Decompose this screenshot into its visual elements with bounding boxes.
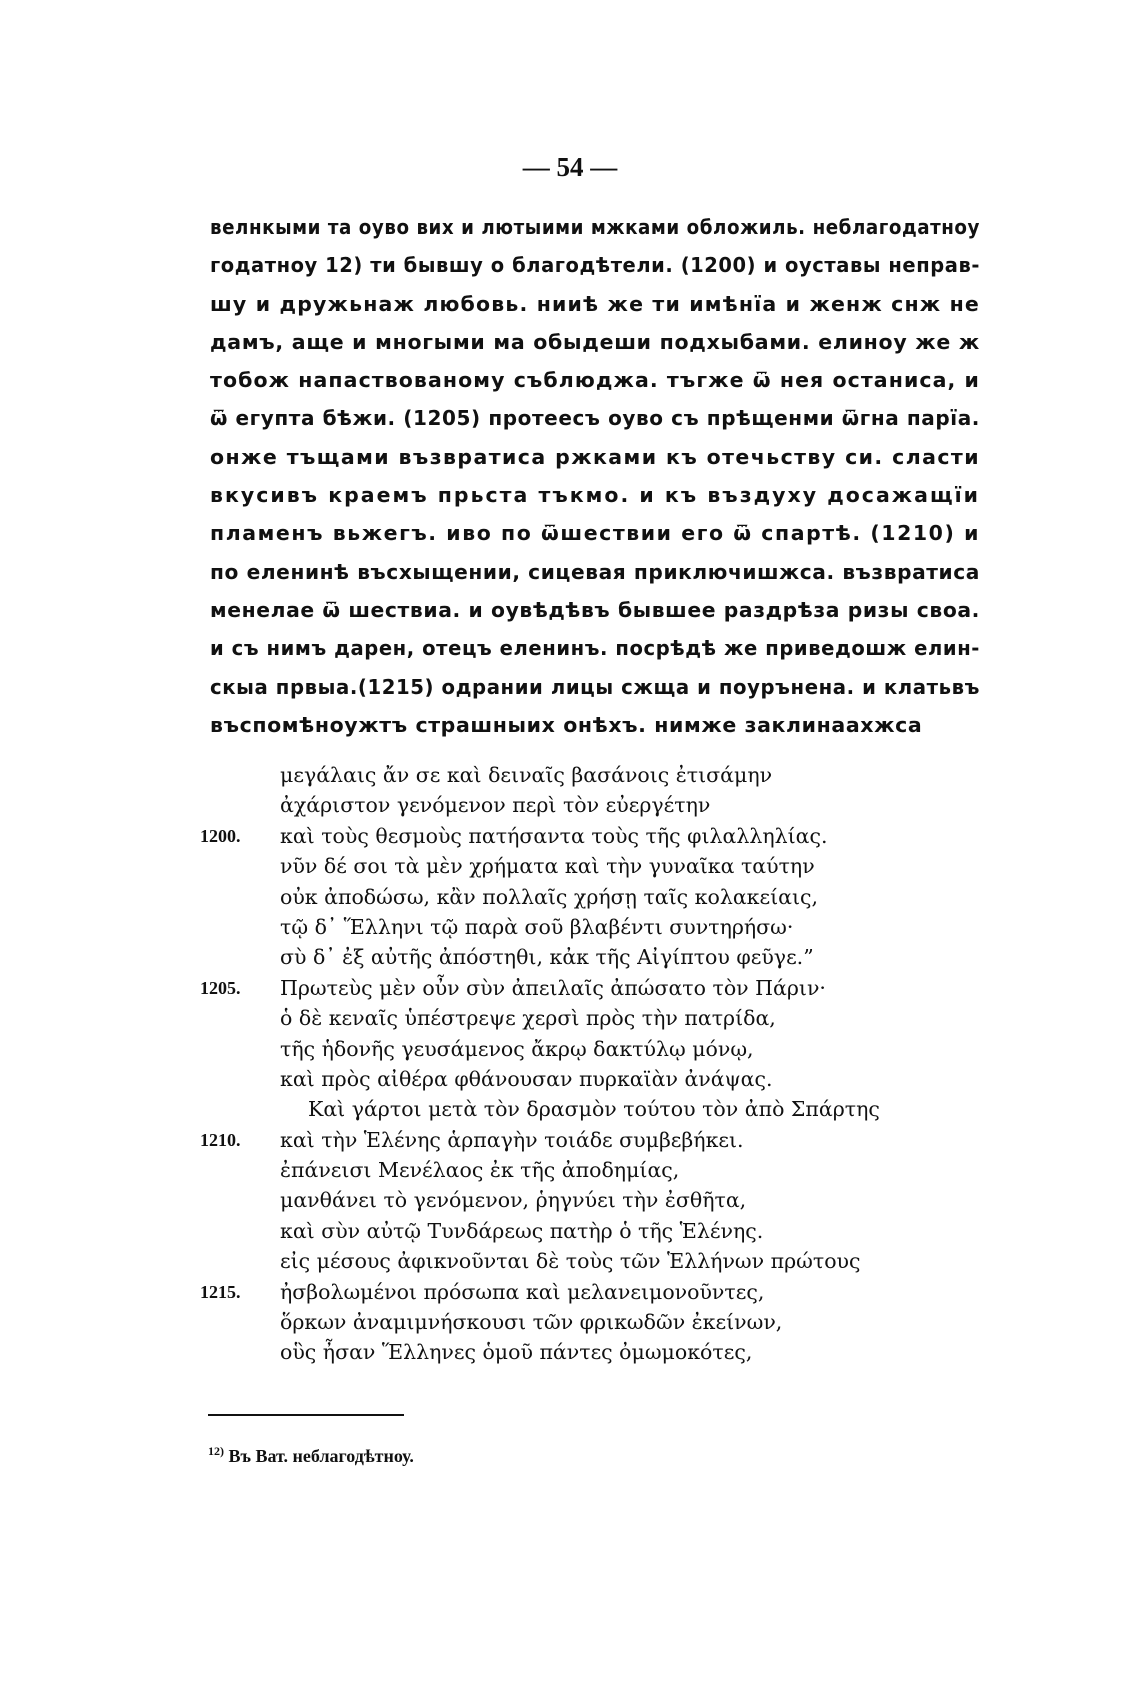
slavonic-line xyxy=(210,668,980,706)
verse-line xyxy=(200,1125,1000,1155)
slavonic-line-text: въспомѣноужтъ страшныих онѣхъ. нимже заклинаахжса xyxy=(210,712,923,737)
verse-number: 1215. xyxy=(200,1281,241,1302)
verse-line xyxy=(200,1094,1000,1124)
slavonic-line xyxy=(210,361,980,399)
verse-line xyxy=(200,1064,1000,1094)
verse-number: 1200. xyxy=(200,825,241,846)
slavonic-prose-block xyxy=(210,208,980,744)
slavonic-line xyxy=(210,438,980,476)
slavonic-line xyxy=(210,706,980,744)
verse-text: μεγάλαις ἄν σε καὶ δειναῖς βασάνοις ἐτισάμην xyxy=(280,763,773,787)
verse-line xyxy=(200,851,1000,881)
slavonic-line-text: менелае ѿ шествиа. и оувѣдѣвъ бывшее раздрѣза ризы своа. xyxy=(210,597,980,622)
verse-text: ἐπάνεισι Μενέλαος ἐκ τῆς ἀποδημίας, xyxy=(280,1158,680,1183)
verse-line xyxy=(200,1216,1000,1246)
verse-number: 1205. xyxy=(200,977,241,998)
slavonic-line-text: по еленинѣ въсхыщении, сицевая приключишжса. възвратиса xyxy=(210,559,980,584)
footnote-rule xyxy=(208,1414,404,1416)
slavonic-line-text: вкусивъ краемъ прьста тъкмо. и къ въздуху досажащїи xyxy=(210,483,980,508)
verse-text: τῆς ἡδονῆς γευσάμενος ἄκρῳ δακτύλῳ μόνῳ, xyxy=(280,1036,754,1061)
slavonic-line-text: шу и дружьнаж любовь. нииѣ же ти имѣнїа и женж снж не xyxy=(210,291,980,316)
slavonic-line xyxy=(210,553,980,591)
slavonic-line xyxy=(210,476,980,514)
verse-text: Καὶ γάρτοι μετὰ τὸν δρασμὸν τούτου τὸν ἀπὸ Σπάρτης xyxy=(308,1097,880,1122)
verse-text: ἠσβολωμένοι πρόσωπα καὶ μελανειμονοῦντες, xyxy=(280,1279,765,1304)
verse-text: καὶ πρὸς αἰθέρα φθάνουσαν πυρκαϊὰν ἀνάψας. xyxy=(280,1066,773,1091)
slavonic-line xyxy=(210,514,980,552)
verse-line xyxy=(200,973,1000,1003)
verse-text: Πρωτεὺς μὲν οὖν σὺν ἀπειλαῖς ἀπώσατο τὸν Πάριν· xyxy=(280,975,826,1000)
page-number: — 54 — xyxy=(522,152,618,182)
verse-line xyxy=(200,912,1000,942)
verse-text: νῦν δέ σοι τὰ μὲν χρήματα καὶ τὴν γυναῖκα ταύτην xyxy=(280,854,815,879)
verse-line xyxy=(200,882,1000,912)
verse-text: τῷ δ᾽ Ἕλληνι τῷ παρὰ σοῦ βλαβέντι συντηρήσω· xyxy=(280,914,794,939)
verse-text: καὶ σὺν αὐτῷ Τυνδάρεως πατὴρ ὁ τῆς Ἑλένης. xyxy=(280,1218,764,1243)
slavonic-line-text: ѿ егупта бѣжи. (1205) протеесъ оуво съ прѣщенми ѿгна парїа. xyxy=(210,406,980,431)
slavonic-line-text: годатноу 12) ти бывшу о благодѣтели. (1200) и оуставы неправ- xyxy=(210,253,980,278)
verse-text: σὺ δ᾽ ἐξ αὐτῆς ἀπόστηθι, κἀκ τῆς Αἰγίπτου φεῦγε.” xyxy=(280,945,814,970)
slavonic-line-text: онже тъщами възвратиса ржками къ отечьству си. сласти xyxy=(210,444,980,469)
verse-text: καὶ τὴν Ἑλένης ἁρπαγὴν τοιάδε συμβεβήκει. xyxy=(280,1127,744,1152)
slavonic-line-text: велнкыми та оуво вих и лютыими мжками обложиль. неблагодатноу xyxy=(210,215,980,239)
verse-text: εἰς μέσους ἀφικνοῦνται δὲ τοὺς τῶν Ἑλλήνων πρώτους xyxy=(280,1249,861,1274)
footnote-mark: 12) xyxy=(208,1444,224,1458)
slavonic-line xyxy=(210,399,980,437)
verse-text: ἀχάριστον γενόμενον περὶ τὸν εὐεργέτην xyxy=(280,793,711,818)
slavonic-line-text: тобож напаствованому съблюджа. тъгже ѿ нея останиса, и xyxy=(210,368,980,393)
slavonic-line-text: пламенъ вьжегъ. иво по ѿшествии его ѿ спартѣ. (1210) и xyxy=(210,521,980,546)
verse-line xyxy=(200,1277,1000,1307)
verse-text: ὅρκων ἀναμιμνήσκουσι τῶν φρικωδῶν ἐκείνων, xyxy=(280,1310,783,1335)
verse-line xyxy=(200,1307,1000,1337)
verse-line xyxy=(200,942,1000,972)
slavonic-line xyxy=(210,208,980,246)
footnote xyxy=(208,1444,414,1467)
slavonic-line xyxy=(210,323,980,361)
slavonic-line xyxy=(210,629,980,667)
verse-line xyxy=(200,1034,1000,1064)
verse-line xyxy=(200,1155,1000,1185)
footnote-text: Въ Ват. неблагодѣтноу. xyxy=(228,1446,414,1466)
verse-text: οὓς ἦσαν Ἕλληνες ὁμοῦ πάντες ὀμωμοκότες, xyxy=(280,1340,753,1365)
verse-line xyxy=(200,760,1000,790)
verse-text: ὁ δὲ κεναῖς ὑπέστρεψε χερσὶ πρὸς τὴν πατρίδα, xyxy=(280,1006,776,1031)
verse-line xyxy=(200,1185,1000,1215)
verse-line xyxy=(200,1246,1000,1276)
verse-line xyxy=(200,790,1000,820)
greek-verse-block xyxy=(200,760,1000,1368)
verse-line xyxy=(200,1003,1000,1033)
verse-number: 1210. xyxy=(200,1129,241,1150)
slavonic-line-text: и съ нимъ дарен, отецъ еленинъ. посрѣдѣ же приведошж елин- xyxy=(210,636,980,661)
verse-text: μανθάνει τὸ γενόμενον, ῥηγνύει τὴν ἐσθῆτα, xyxy=(280,1188,747,1213)
slavonic-line-text: скыа првыа.(1215) одрании лицы сжща и поурънена. и клатьвъ xyxy=(210,674,980,699)
verse-line xyxy=(200,821,1000,851)
verse-text: οὐκ ἀποδώσω, κἂν πολλαῖς χρήσῃ ταῖς κολακείαις, xyxy=(280,884,819,909)
verse-text: καὶ τοὺς θεσμοὺς πατήσαντα τοὺς τῆς φιλαλληλίας. xyxy=(280,823,828,848)
slavonic-line xyxy=(210,246,980,284)
slavonic-line xyxy=(210,285,980,323)
verse-line xyxy=(200,1337,1000,1367)
slavonic-line-text: дамъ, аще и многыми ма обыдеши подхыбами. елиноу же ж xyxy=(210,329,980,354)
slavonic-line xyxy=(210,591,980,629)
